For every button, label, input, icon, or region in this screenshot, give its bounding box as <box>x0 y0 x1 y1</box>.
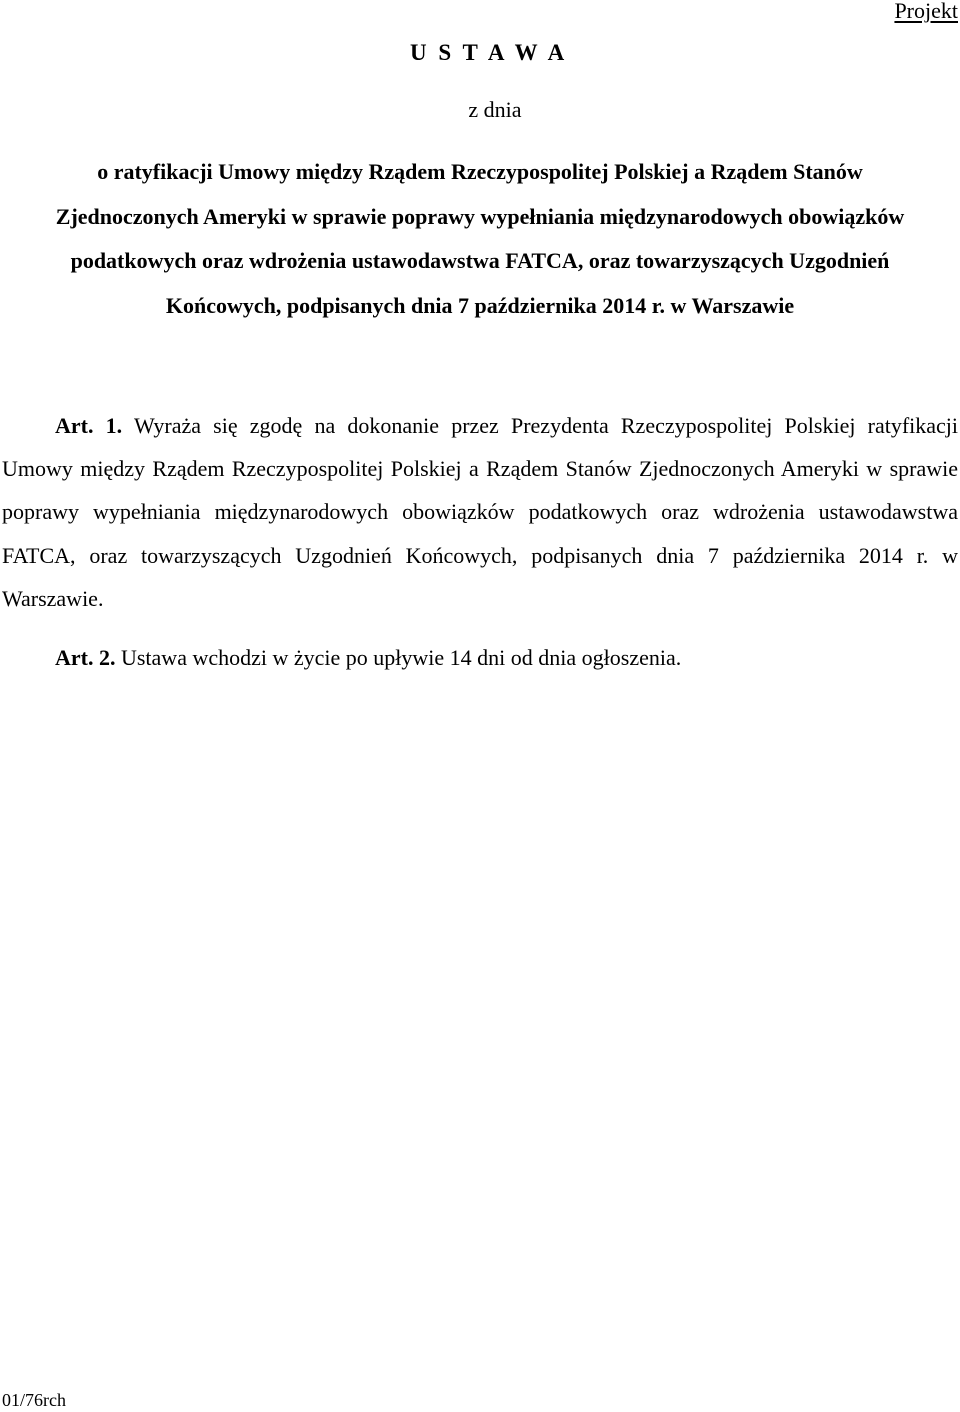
article-1 <box>2 404 958 620</box>
article-1-text: Wyraża się zgodę na dokonanie przez Prezydenta Rzeczypospolitej Polskiej ratyfikacji Umowy między Rządem Rzeczypospolitej Polskiej a Rządem Stanów Zjednoczonych Ameryki w sprawie poprawy wypełniania międzynarodowych obowiązków podatkowych oraz wdrożenia ustawodawstwa FATCA, oraz towarzyszących Uzgodnień Końcowych, podpisanych dnia 7 października 2014 r. w Warszawie. <box>2 413 959 611</box>
article-2-label: Art. 2. <box>55 645 116 670</box>
article-1-label: Art. 1. <box>55 413 123 438</box>
project-stamp: Projekt <box>894 0 958 23</box>
act-date-line: z dnia <box>468 97 522 122</box>
article-2 <box>2 636 958 679</box>
article-2-text: Ustawa wchodzi w życie po upływie 14 dni od dnia ogłoszenia. <box>120 645 682 670</box>
act-title: o ratyfikacji Umowy między Rządem Rzeczypospolitej Polskiej a Rządem Stanów Zjednoczonych Ameryki w sprawie poprawy wypełniania międzynarodowych obowiązków podatkowych oraz wdrożenia ustawodawstwa FATCA, oraz towarzyszących Uzgodnień Końcowych, podpisanych dnia 7 października 2014 r. w Warszawie <box>55 159 905 318</box>
act-type-heading: U S T A W A <box>410 40 568 65</box>
document-code: 01/76rch <box>2 1390 66 1410</box>
